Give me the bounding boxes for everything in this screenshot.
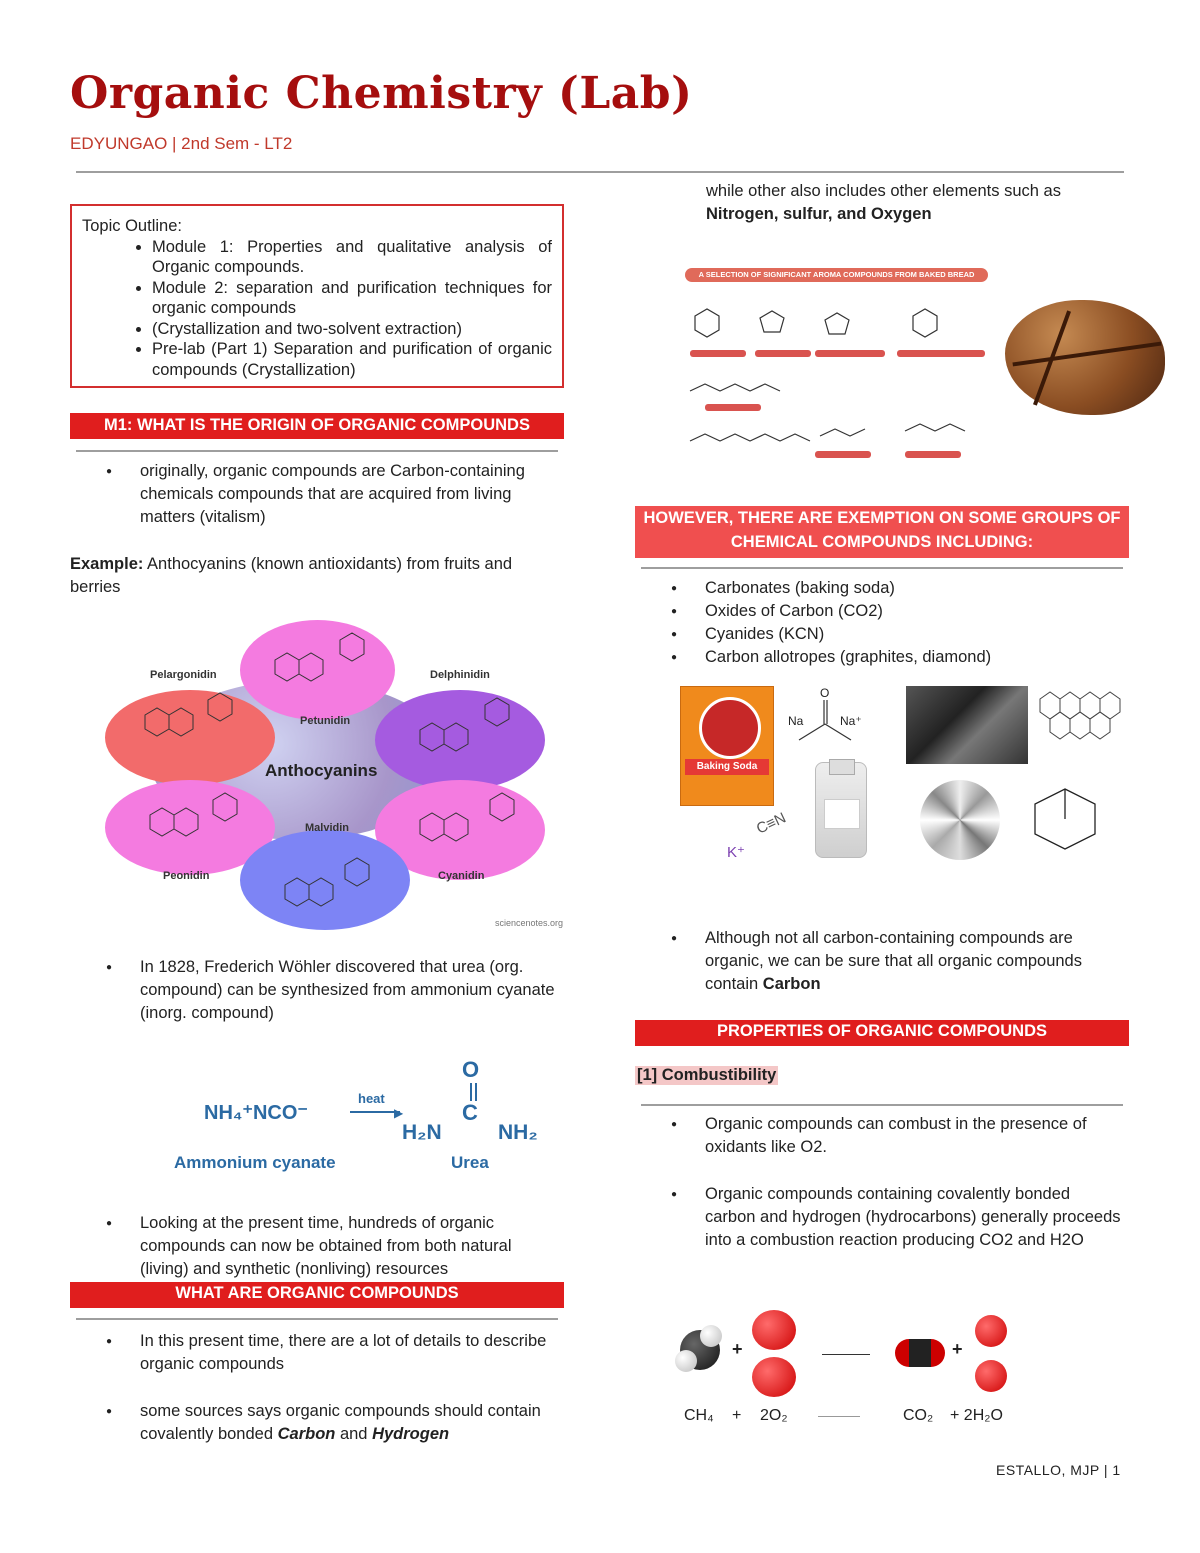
bottle-label (824, 799, 860, 829)
m1-bullets-3 (70, 1212, 560, 1281)
eq-h2o: + 2H₂O (950, 1407, 1003, 1424)
list-item: ● Carbon allotropes (graphites, diamond) (635, 646, 1125, 669)
section-heading-exemption: HOWEVER, THERE ARE EXEMPTION ON SOME GROUPS OF CHEMICAL COMPOUNDS INCLUDING: (635, 506, 1129, 558)
label-cyanidin: Cyanidin (438, 870, 485, 882)
list-item: ● Oxides of Carbon (CO2) (635, 600, 1125, 623)
combustion-equation-figure (670, 1305, 1030, 1435)
aroma-compounds-figure (685, 266, 990, 466)
oxygen-molecule (752, 1357, 796, 1397)
eq-o2: 2O₂ (760, 1407, 788, 1424)
section-divider (76, 1318, 558, 1320)
topic-outline-box (70, 204, 564, 388)
urea-reaction-figure (170, 1055, 560, 1180)
header-divider (76, 171, 1124, 173)
section-heading-m1: M1: WHAT IS THE ORIGIN OF ORGANIC COMPOUNDS (70, 413, 564, 439)
eq-arrow (818, 1416, 860, 1417)
label-peonidin: Peonidin (163, 870, 210, 882)
list-item: ● In this present time, there are a lot of details to describe organic compounds (70, 1330, 560, 1376)
list-item: ● Cyanides (KCN) (635, 623, 1125, 646)
product-name: Urea (451, 1153, 489, 1172)
diamond-image (920, 780, 1000, 860)
aroma-banner: A SELECTION OF SIGNIFICANT AROMA COMPOUNDS FROM BAKED BREAD (685, 268, 988, 282)
bread-image (1005, 300, 1165, 415)
outline-item: • Pre-lab (Part 1) Separation and purification of organic compounds (Crystallization) (152, 339, 552, 380)
carbonate-structure (785, 698, 865, 753)
reactant-name: Ammonium cyanate (174, 1153, 336, 1172)
bullet-carbon: Carbon (762, 975, 821, 993)
urea-nh2: NH₂ (498, 1121, 538, 1144)
bullet-text: some sources says organic compounds should contain covalently bonded (140, 1402, 541, 1443)
combustibility-heading: [1] Combustibility (637, 1066, 777, 1084)
allotrope-note (635, 927, 1125, 996)
urea-o: O (462, 1057, 480, 1082)
label-petunidin: Petunidin (300, 715, 351, 727)
section-heading-what: WHAT ARE ORGANIC COMPOUNDS (70, 1282, 564, 1308)
graphite-image (906, 686, 1028, 764)
co2-molecule (895, 1339, 945, 1367)
box-label: Baking Soda (685, 759, 769, 775)
reaction-arrow (822, 1354, 870, 1355)
list-item: ● Organic compounds can combust in the presence of oxidants like O2. (635, 1113, 1125, 1159)
page-title: Organic Chemistry (Lab) (70, 68, 693, 119)
combustibility-list (635, 1113, 1125, 1252)
eq-plus: + (732, 1407, 742, 1424)
list-item (70, 1400, 560, 1446)
diamond-structure (1010, 784, 1120, 859)
heat-label: heat (358, 1091, 385, 1106)
carbonate-o: O (820, 686, 830, 700)
list-item: ● Looking at the present time, hundreds of organic compounds can now be obtained from both natural (living) and synthetic (nonliving) resources (70, 1212, 560, 1281)
bullet-text: Although not all carbon-containing compounds are organic, we can be sure that all organic compounds contain (705, 929, 1082, 993)
continuation-line: while other also includes other elements such as (706, 182, 1061, 200)
carbonate-na2: Na⁺ (840, 714, 862, 728)
example-label: Example: (70, 555, 144, 573)
bottle-cap (829, 759, 855, 775)
water-molecule (975, 1360, 1007, 1392)
oxygen-molecule (752, 1310, 796, 1350)
what-bullets (70, 1330, 560, 1446)
bullet-hydrogen: Hydrogen (372, 1425, 450, 1443)
section-divider (641, 1104, 1123, 1106)
list-item: ● Carbonates (baking soda) (635, 577, 1125, 600)
double-bond (470, 1083, 477, 1101)
example-text (70, 553, 560, 599)
plus-sign: + (732, 1339, 743, 1359)
baking-soda-box-image (680, 686, 774, 806)
urea-h2n: H₂N (402, 1121, 442, 1144)
hydrogen-atom (700, 1325, 722, 1347)
eq-ch4: CH₄ (684, 1407, 714, 1424)
page-subtitle: EDYUNGAO | 2nd Sem - LT2 (70, 134, 293, 153)
reaction-arrow (350, 1111, 400, 1113)
potassium-ion: K⁺ (727, 844, 745, 861)
cyanide-ion: C≡N (753, 809, 789, 838)
hydrogen-atom (675, 1350, 697, 1372)
urea-c: C (462, 1100, 478, 1125)
section-heading-properties: PROPERTIES OF ORGANIC COMPOUNDS (635, 1020, 1129, 1046)
graphite-lattice-structure (1030, 684, 1125, 759)
label-pelargonidin: Pelargonidin (150, 669, 217, 681)
exemption-list (635, 577, 1125, 669)
section-divider (641, 567, 1123, 569)
list-item: ● Organic compounds containing covalently bonded carbon and hydrogen (hydrocarbons) generally proceeds into a combustion reaction producing CO2 and H2O (635, 1183, 1125, 1252)
anthocyanins-center-label: Anthocyanins (265, 761, 378, 780)
anthocyanins-figure (100, 620, 570, 935)
bullet-and: and (335, 1425, 373, 1443)
carbonate-na: Na (788, 714, 804, 728)
aroma-structures (685, 286, 990, 466)
continuation-elements: Nitrogen, sulfur, and Oxygen (706, 205, 932, 223)
example-body: Anthocyanins (known antioxidants) from fruits and berries (70, 555, 513, 596)
arrow-head-icon: ▶ (394, 1106, 404, 1120)
section-divider (76, 450, 558, 452)
plus-sign: + (952, 1339, 963, 1359)
figure-source: sciencenotes.org (495, 918, 564, 928)
list-item: ● In 1828, Frederich Wöhler discovered that urea (org. compound) can be synthesized from ammonium cyanate (inorg. compound) (70, 956, 560, 1025)
bullet-carbon: Carbon (277, 1425, 336, 1443)
brand-logo-icon (699, 697, 761, 759)
page-footer: ESTALLO, MJP | 1 (996, 1462, 1121, 1478)
kcn-bottle-image (815, 762, 867, 858)
eq-co2: CO₂ (903, 1407, 934, 1424)
m1-bullets (70, 460, 560, 529)
outline-heading: Topic Outline: (82, 217, 182, 235)
ammonium-cyanate-formula: NH₄⁺NCO⁻ (204, 1102, 308, 1124)
label-delphinidin: Delphinidin (430, 669, 490, 681)
list-item: ● originally, organic compounds are Carbon-containing chemicals compounds that are acquired from living matters (vitalism) (70, 460, 560, 529)
continuation-text (706, 180, 1126, 226)
outline-item: • (Crystallization and two-solvent extraction) (152, 319, 552, 340)
outline-item: • Module 2: separation and purification techniques for organic compounds (152, 278, 552, 319)
outline-item: • Module 1: Properties and qualitative analysis of Organic compounds. (152, 237, 552, 278)
label-malvidin: Malvidin (305, 822, 350, 834)
water-molecule (975, 1315, 1007, 1347)
m1-bullets-2 (70, 956, 560, 1025)
list-item (635, 927, 1125, 996)
